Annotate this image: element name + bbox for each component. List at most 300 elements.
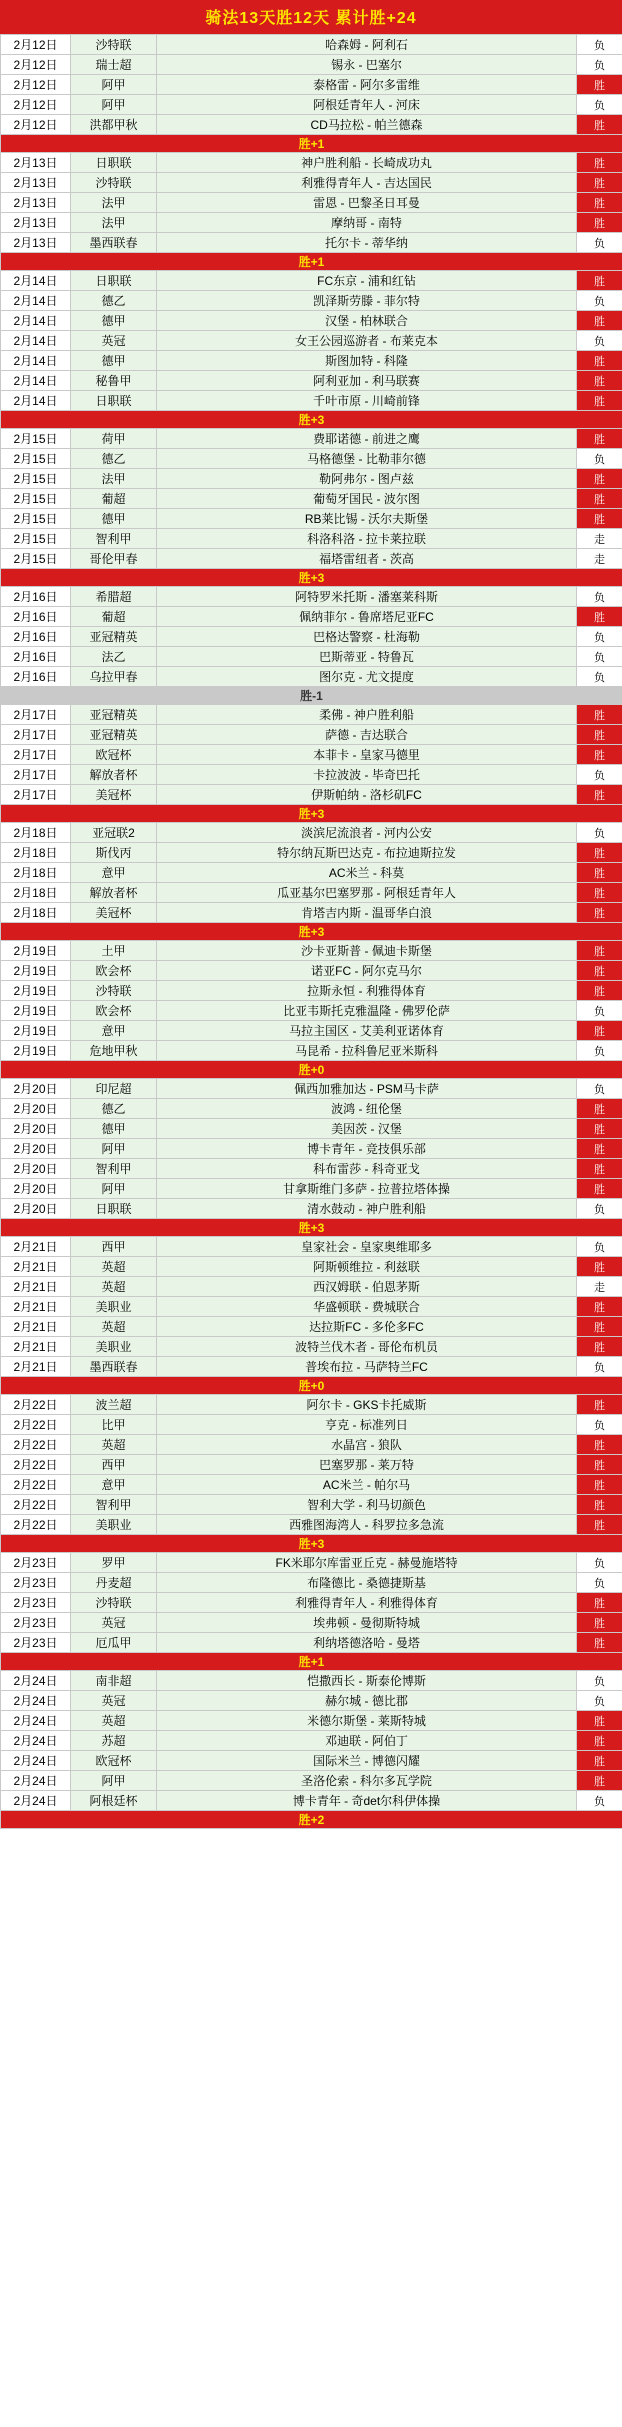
summary-row [1,805,622,823]
match-fixture: 阿特罗米托斯 - 潘塞莱科斯 [157,587,577,607]
match-date: 2月15日 [1,429,71,449]
result-badge: 胜 [577,1515,622,1535]
table-row [1,1297,622,1317]
table-row [1,1771,622,1791]
league-name: 墨西联春 [71,233,157,253]
match-date: 2月24日 [1,1671,71,1691]
match-fixture: 华盛顿联 - 费城联合 [157,1297,577,1317]
result-badge: 胜 [577,1139,622,1159]
table-row [1,823,622,843]
result-badge: 胜 [577,311,622,331]
page-title: 骑法13天胜12天 累计胜+24 [0,0,622,34]
result-badge: 胜 [577,371,622,391]
match-fixture: 亨克 - 标准列日 [157,1415,577,1435]
match-date: 2月21日 [1,1257,71,1277]
table-row [1,1435,622,1455]
league-name: 亚冠精英 [71,705,157,725]
summary-row [1,1535,622,1553]
match-date: 2月21日 [1,1297,71,1317]
result-badge: 胜 [577,75,622,95]
match-fixture: 诺亚FC - 阿尔克马尔 [157,961,577,981]
table-row [1,1573,622,1593]
result-badge: 胜 [577,1633,622,1653]
match-date: 2月20日 [1,1079,71,1099]
result-badge: 胜 [577,1099,622,1119]
match-date: 2月14日 [1,331,71,351]
match-fixture: 博卡青年 - 竞技俱乐部 [157,1139,577,1159]
match-fixture: 摩纳哥 - 南特 [157,213,577,233]
result-badge: 负 [577,667,622,687]
match-date: 2月23日 [1,1593,71,1613]
league-name: 南非超 [71,1671,157,1691]
league-name: 意甲 [71,1021,157,1041]
match-fixture: 锡永 - 巴塞尔 [157,55,577,75]
result-badge: 胜 [577,863,622,883]
league-name: 亚冠精英 [71,725,157,745]
league-name: 德乙 [71,291,157,311]
result-badge: 胜 [577,193,622,213]
match-date: 2月17日 [1,785,71,805]
match-fixture: 费耶诺德 - 前进之鹰 [157,429,577,449]
result-badge: 胜 [577,843,622,863]
table-row [1,429,622,449]
league-name: 法甲 [71,469,157,489]
table-row [1,607,622,627]
match-fixture: 马拉主国区 - 艾美利亚诺体育 [157,1021,577,1041]
match-date: 2月20日 [1,1099,71,1119]
league-name: 法乙 [71,647,157,667]
league-name: 美冠杯 [71,785,157,805]
result-badge: 走 [577,1277,622,1297]
league-name: 日职联 [71,271,157,291]
table-row [1,1791,622,1811]
league-name: 阿甲 [71,1179,157,1199]
result-badge: 负 [577,1553,622,1573]
summary-label: 胜+0 [1,1377,622,1395]
league-name: 丹麦超 [71,1573,157,1593]
match-date: 2月19日 [1,981,71,1001]
result-badge: 胜 [577,1435,622,1455]
league-name: 斯伐丙 [71,843,157,863]
match-fixture: 阿根廷青年人 - 河床 [157,95,577,115]
league-name: 沙特联 [71,173,157,193]
match-fixture: 美因茨 - 汉堡 [157,1119,577,1139]
match-date: 2月22日 [1,1435,71,1455]
match-fixture: 萨德 - 吉达联合 [157,725,577,745]
match-fixture: AC米兰 - 科莫 [157,863,577,883]
table-row [1,213,622,233]
league-name: 德甲 [71,351,157,371]
summary-row [1,687,622,705]
league-name: 波兰超 [71,1395,157,1415]
match-date: 2月19日 [1,1001,71,1021]
result-badge: 负 [577,1357,622,1377]
table-row [1,331,622,351]
league-name: 罗甲 [71,1553,157,1573]
result-badge: 胜 [577,1317,622,1337]
match-fixture: 甘拿斯维门多萨 - 拉普拉塔体操 [157,1179,577,1199]
league-name: 意甲 [71,1475,157,1495]
match-fixture: 巴格达警察 - 杜海勒 [157,627,577,647]
match-date: 2月24日 [1,1731,71,1751]
table-row [1,509,622,529]
result-badge: 胜 [577,489,622,509]
result-badge: 胜 [577,1455,622,1475]
match-fixture: 西汉姆联 - 伯恩茅斯 [157,1277,577,1297]
result-badge: 负 [577,1079,622,1099]
match-fixture: 国际米兰 - 博德闪耀 [157,1751,577,1771]
league-name: 欧冠杯 [71,745,157,765]
match-date: 2月24日 [1,1691,71,1711]
summary-label: 胜+3 [1,569,622,587]
result-badge: 负 [577,647,622,667]
match-date: 2月15日 [1,489,71,509]
summary-label: 胜-1 [1,687,622,705]
table-row [1,1671,622,1691]
match-date: 2月22日 [1,1515,71,1535]
match-date: 2月14日 [1,291,71,311]
table-row [1,1041,622,1061]
match-date: 2月15日 [1,449,71,469]
match-date: 2月15日 [1,469,71,489]
table-row [1,529,622,549]
table-row [1,469,622,489]
table-row [1,193,622,213]
league-name: 德甲 [71,1119,157,1139]
match-fixture: 科洛科洛 - 拉卡莱拉联 [157,529,577,549]
match-fixture: 布隆德比 - 桑德捷斯基 [157,1573,577,1593]
match-date: 2月23日 [1,1573,71,1593]
result-badge: 负 [577,233,622,253]
table-row [1,75,622,95]
match-fixture: 福塔雷纽者 - 茨高 [157,549,577,569]
match-fixture: 葡萄牙国民 - 波尔图 [157,489,577,509]
result-badge: 胜 [577,1159,622,1179]
match-date: 2月17日 [1,765,71,785]
table-row [1,173,622,193]
league-name: 苏超 [71,1731,157,1751]
match-date: 2月23日 [1,1613,71,1633]
league-name: 沙特联 [71,35,157,55]
result-badge: 负 [577,1415,622,1435]
result-badge: 负 [577,627,622,647]
match-date: 2月19日 [1,941,71,961]
result-badge: 胜 [577,725,622,745]
league-name: 印尼超 [71,1079,157,1099]
league-name: 墨西联春 [71,1357,157,1377]
match-fixture: 埃弗顿 - 曼彻斯特城 [157,1613,577,1633]
result-badge: 胜 [577,981,622,1001]
table-row [1,1179,622,1199]
result-badge: 胜 [577,1751,622,1771]
results-table [0,34,622,1829]
table-row [1,1495,622,1515]
match-fixture: 佩纳菲尔 - 鲁席塔尼亚FC [157,607,577,627]
league-name: 解放者杯 [71,883,157,903]
match-date: 2月18日 [1,843,71,863]
match-fixture: 圣洛伦索 - 科尔多瓦学院 [157,1771,577,1791]
league-name: 美冠杯 [71,903,157,923]
result-badge: 胜 [577,1179,622,1199]
match-fixture: 西雅图海湾人 - 科罗拉多急流 [157,1515,577,1535]
table-row [1,271,622,291]
league-name: 英冠 [71,331,157,351]
table-row [1,449,622,469]
match-fixture: 波特兰伐木者 - 哥伦布机员 [157,1337,577,1357]
result-badge: 胜 [577,509,622,529]
match-fixture: 托尔卡 - 蒂华纳 [157,233,577,253]
table-row [1,1021,622,1041]
league-name: 欧会杯 [71,1001,157,1021]
league-name: 危地甲秋 [71,1041,157,1061]
match-date: 2月22日 [1,1495,71,1515]
result-badge: 负 [577,823,622,843]
result-badge: 负 [577,35,622,55]
match-fixture: 博卡青年 - 奇det尔科伊体操 [157,1791,577,1811]
match-fixture: 达拉斯FC - 多伦多FC [157,1317,577,1337]
result-badge: 负 [577,765,622,785]
summary-row [1,923,622,941]
result-badge: 走 [577,549,622,569]
summary-row [1,135,622,153]
summary-label: 胜+3 [1,1219,622,1237]
table-row [1,489,622,509]
match-fixture: 米德尔斯堡 - 莱斯特城 [157,1711,577,1731]
result-badge: 胜 [577,1495,622,1515]
result-badge: 负 [577,291,622,311]
result-badge: 胜 [577,1771,622,1791]
summary-label: 胜+1 [1,135,622,153]
league-name: 亚冠联2 [71,823,157,843]
league-name: 洪都甲秋 [71,115,157,135]
match-date: 2月19日 [1,1021,71,1041]
match-date: 2月22日 [1,1395,71,1415]
league-name: 欧冠杯 [71,1751,157,1771]
result-badge: 负 [577,449,622,469]
match-date: 2月23日 [1,1553,71,1573]
match-fixture: 汉堡 - 柏林联合 [157,311,577,331]
table-row [1,291,622,311]
match-fixture: 巴斯蒂亚 - 特鲁瓦 [157,647,577,667]
result-badge: 走 [577,529,622,549]
match-date: 2月21日 [1,1357,71,1377]
result-badge: 胜 [577,961,622,981]
table-row [1,351,622,371]
match-fixture: 马格德堡 - 比勒菲尔德 [157,449,577,469]
match-date: 2月16日 [1,587,71,607]
table-row [1,1415,622,1435]
match-fixture: 清水鼓动 - 神户胜利船 [157,1199,577,1219]
match-fixture: 凯泽斯劳滕 - 菲尔特 [157,291,577,311]
table-row [1,35,622,55]
league-name: 英超 [71,1711,157,1731]
result-badge: 负 [577,55,622,75]
match-fixture: 比亚韦斯托克雅温隆 - 佛罗伦萨 [157,1001,577,1021]
match-date: 2月23日 [1,1633,71,1653]
result-badge: 负 [577,1671,622,1691]
table-row [1,1337,622,1357]
match-date: 2月13日 [1,233,71,253]
match-date: 2月12日 [1,35,71,55]
match-fixture: 图尔克 - 尤文提度 [157,667,577,687]
table-row [1,1199,622,1219]
match-date: 2月15日 [1,529,71,549]
table-row [1,115,622,135]
match-fixture: 伊斯帕纳 - 洛杉矶FC [157,785,577,805]
match-date: 2月24日 [1,1771,71,1791]
table-row [1,1731,622,1751]
match-fixture: 女王公园巡游者 - 布莱克本 [157,331,577,351]
table-row [1,903,622,923]
match-fixture: 皇家社会 - 皇家奥维耶多 [157,1237,577,1257]
match-fixture: 雷恩 - 巴黎圣日耳曼 [157,193,577,213]
table-row [1,1455,622,1475]
match-fixture: 普埃布拉 - 马萨特兰FC [157,1357,577,1377]
match-date: 2月17日 [1,705,71,725]
match-date: 2月15日 [1,549,71,569]
result-badge: 胜 [577,153,622,173]
match-date: 2月13日 [1,193,71,213]
result-badge: 胜 [577,271,622,291]
table-row [1,55,622,75]
league-name: 英超 [71,1317,157,1337]
match-date: 2月17日 [1,745,71,765]
table-row [1,725,622,745]
summary-label: 胜+3 [1,411,622,429]
match-fixture: 斯图加特 - 科隆 [157,351,577,371]
result-badge: 胜 [577,429,622,449]
table-row [1,1711,622,1731]
match-fixture: AC米兰 - 帕尔马 [157,1475,577,1495]
match-fixture: FK米耶尔库雷亚丘克 - 赫曼施塔特 [157,1553,577,1573]
league-name: 葡超 [71,607,157,627]
table-row [1,153,622,173]
table-row [1,1159,622,1179]
league-name: 阿甲 [71,95,157,115]
table-row [1,1317,622,1337]
match-date: 2月21日 [1,1237,71,1257]
result-badge: 胜 [577,1711,622,1731]
league-name: 阿甲 [71,1139,157,1159]
match-date: 2月12日 [1,75,71,95]
league-name: 欧会杯 [71,961,157,981]
league-name: 美职业 [71,1337,157,1357]
league-name: 英超 [71,1257,157,1277]
result-badge: 负 [577,95,622,115]
match-fixture: 神户胜利船 - 长崎成功丸 [157,153,577,173]
summary-row [1,569,622,587]
match-date: 2月18日 [1,863,71,883]
table-row [1,1237,622,1257]
match-fixture: 智利大学 - 利马切颜色 [157,1495,577,1515]
league-name: 沙特联 [71,1593,157,1613]
league-name: 葡超 [71,489,157,509]
table-row [1,1751,622,1771]
league-name: 阿根廷杯 [71,1791,157,1811]
table-row [1,1553,622,1573]
table-row [1,1099,622,1119]
result-badge: 胜 [577,1337,622,1357]
result-badge: 负 [577,331,622,351]
match-date: 2月22日 [1,1475,71,1495]
match-date: 2月20日 [1,1199,71,1219]
league-name: 乌拉甲春 [71,667,157,687]
result-badge: 负 [577,587,622,607]
match-date: 2月14日 [1,391,71,411]
league-name: 荷甲 [71,429,157,449]
match-fixture: 卡拉波波 - 毕奇巴托 [157,765,577,785]
table-row [1,549,622,569]
table-row [1,1593,622,1613]
result-badge: 胜 [577,1475,622,1495]
result-badge: 胜 [577,1297,622,1317]
result-badge: 胜 [577,1593,622,1613]
match-date: 2月19日 [1,961,71,981]
match-date: 2月12日 [1,55,71,75]
league-name: 美职业 [71,1297,157,1317]
match-date: 2月21日 [1,1277,71,1297]
match-date: 2月13日 [1,213,71,233]
match-fixture: 柔佛 - 神户胜利船 [157,705,577,725]
league-name: 德乙 [71,1099,157,1119]
table-row [1,311,622,331]
table-row [1,1079,622,1099]
match-fixture: 淡滨尼流浪者 - 河内公安 [157,823,577,843]
table-row [1,627,622,647]
table-row [1,667,622,687]
result-badge: 负 [577,1041,622,1061]
result-badge: 胜 [577,1021,622,1041]
match-date: 2月14日 [1,351,71,371]
match-fixture: 水晶宫 - 狼队 [157,1435,577,1455]
table-row [1,1139,622,1159]
table-row [1,863,622,883]
match-fixture: 哈森姆 - 阿利石 [157,35,577,55]
table-row [1,1001,622,1021]
league-name: 比甲 [71,1415,157,1435]
table-row [1,765,622,785]
league-name: 亚冠精英 [71,627,157,647]
match-date: 2月20日 [1,1139,71,1159]
match-fixture: 波鸿 - 纽伦堡 [157,1099,577,1119]
league-name: 阿甲 [71,1771,157,1791]
summary-label: 胜+2 [1,1811,622,1829]
result-badge: 胜 [577,903,622,923]
result-badge: 胜 [577,1613,622,1633]
match-fixture: 本菲卡 - 皇家马德里 [157,745,577,765]
match-date: 2月22日 [1,1455,71,1475]
league-name: 德甲 [71,311,157,331]
table-row [1,1633,622,1653]
match-date: 2月19日 [1,1041,71,1061]
result-badge: 负 [577,1237,622,1257]
match-date: 2月21日 [1,1337,71,1357]
table-row [1,1257,622,1277]
match-date: 2月18日 [1,823,71,843]
league-name: 沙特联 [71,981,157,1001]
result-badge: 胜 [577,391,622,411]
summary-row [1,1061,622,1079]
table-row [1,95,622,115]
table-row [1,883,622,903]
results-table-body [1,35,622,1829]
league-name: 日职联 [71,1199,157,1219]
match-date: 2月15日 [1,509,71,529]
match-date: 2月17日 [1,725,71,745]
league-name: 英冠 [71,1613,157,1633]
match-fixture: 邓迪联 - 阿伯丁 [157,1731,577,1751]
match-fixture: 阿利亚加 - 利马联赛 [157,371,577,391]
